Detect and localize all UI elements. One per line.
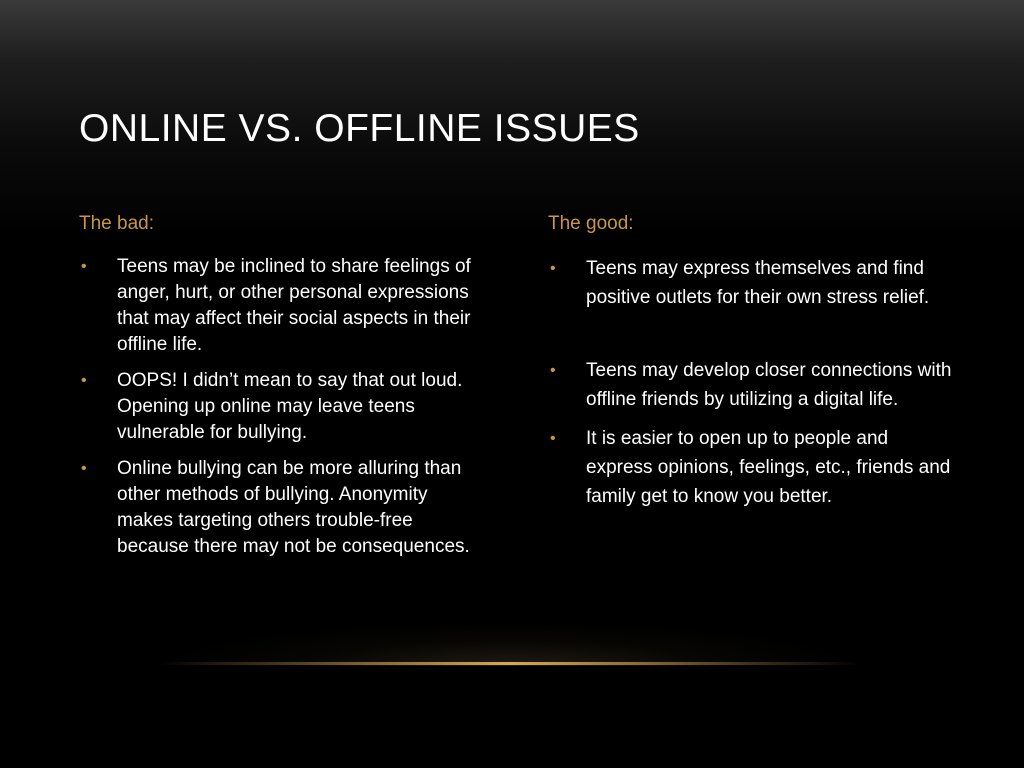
bullet-icon: • bbox=[81, 258, 87, 275]
decorative-glow bbox=[150, 620, 870, 666]
bullet-text: Teens may express themselves and find positive outlets for their own stress relief. bbox=[586, 258, 930, 308]
bullet-icon: • bbox=[81, 460, 87, 477]
bullet-text: Online bullying can be more alluring than other methods of bullying. Anonymity makes targeting others trouble-free because there may not be consequences. bbox=[117, 458, 470, 557]
bullet-icon: • bbox=[550, 260, 556, 277]
bullet-text: OOPS! I didn’t mean to say that out loud. Opening up online may leave teens vulnerable for bullying. bbox=[117, 370, 463, 443]
bullet-icon: • bbox=[550, 430, 556, 447]
bullet-icon: • bbox=[81, 372, 87, 389]
bullet-icon: • bbox=[550, 362, 556, 379]
bad-bullet-list bbox=[79, 254, 479, 560]
bad-heading: The bad: bbox=[79, 213, 154, 234]
bad-column bbox=[79, 210, 479, 560]
list-item bbox=[548, 254, 958, 312]
slide-title: ONLINE VS. OFFLINE ISSUES bbox=[79, 107, 640, 150]
bullet-text: Teens may develop closer connections with offline friends by utilizing a digital life. bbox=[586, 360, 952, 410]
gold-divider-line bbox=[160, 662, 860, 665]
list-item bbox=[79, 254, 479, 358]
list-item bbox=[548, 356, 958, 414]
good-heading: The good: bbox=[548, 213, 634, 234]
good-bullet-list bbox=[548, 254, 958, 511]
list-item bbox=[79, 456, 479, 560]
good-column bbox=[548, 210, 958, 511]
bullet-text: Teens may be inclined to share feelings of anger, hurt, or other personal expressions that may affect their social aspects in their offline life. bbox=[117, 256, 471, 355]
list-item bbox=[79, 368, 479, 446]
bullet-text: It is easier to open up to people and express opinions, feelings, etc., friends and family get to know you better. bbox=[586, 428, 951, 507]
list-item bbox=[548, 424, 958, 511]
